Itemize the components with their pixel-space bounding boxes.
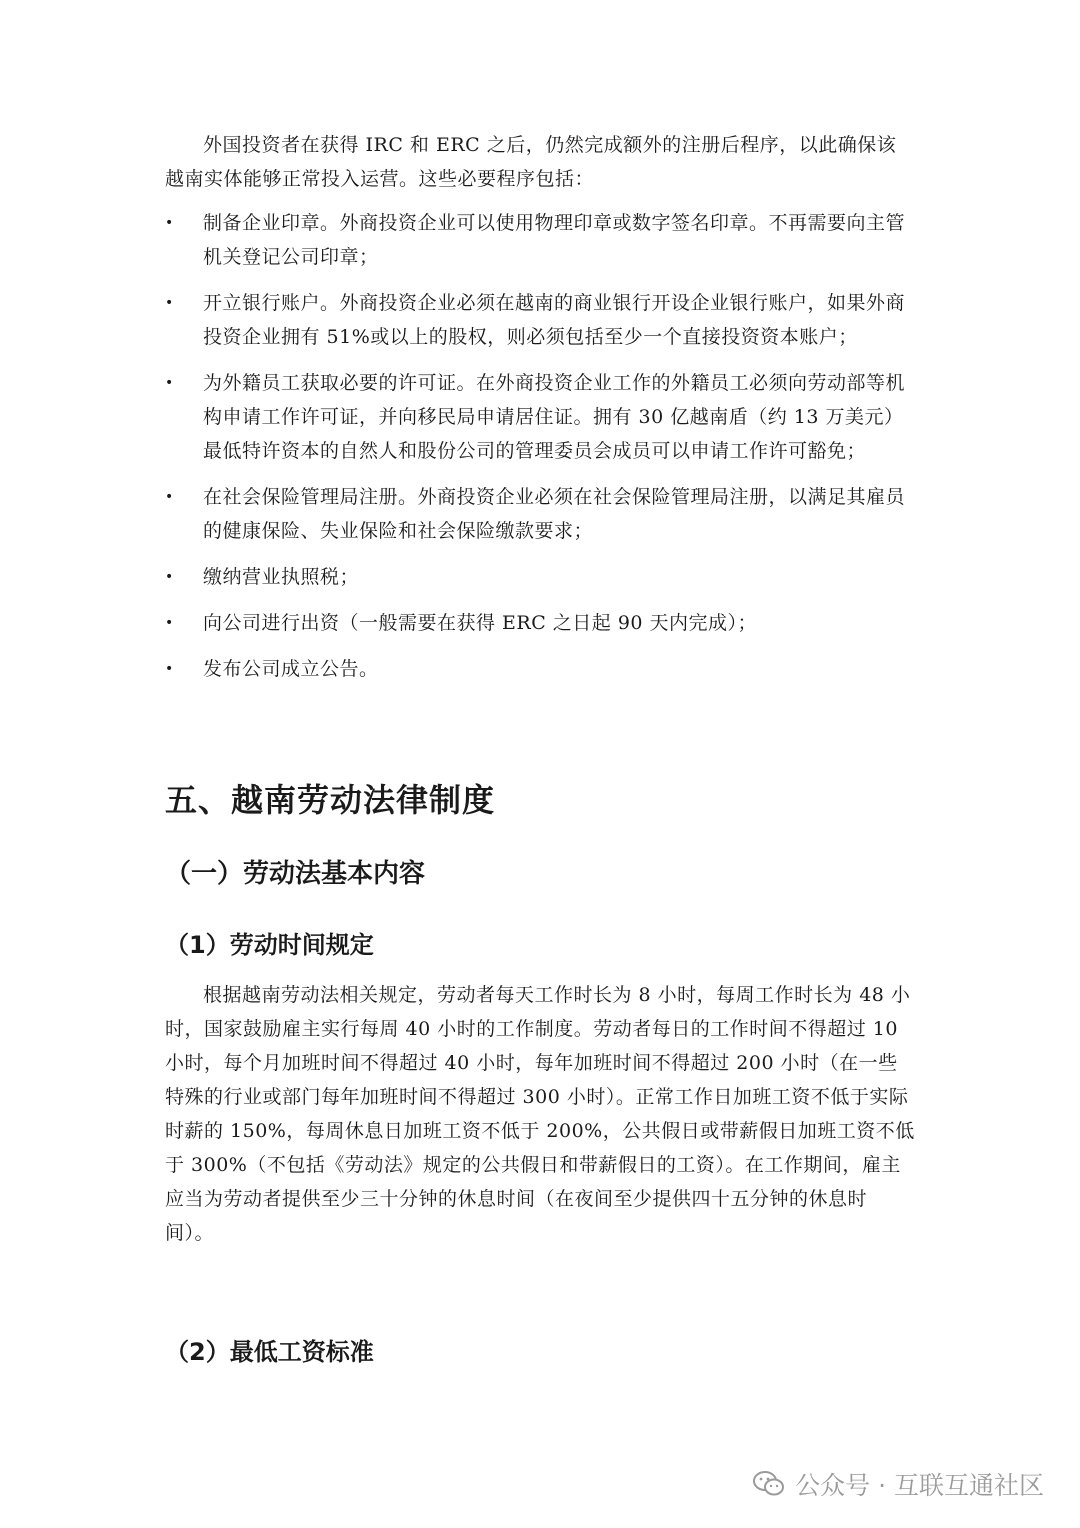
procedure-list [165,206,915,698]
list-item-text: 缴纳营业执照税； [203,566,360,588]
bullet-icon: • [165,295,174,311]
list-item [165,560,915,594]
section-title: 五、越南劳动法律制度 [165,781,496,819]
watermark-text: 公众号 · 互联互通社区 [795,1471,1044,1500]
bullet-icon: • [165,615,174,631]
bullet-icon: • [165,215,174,231]
list-item-text: 向公司进行出资（一般需要在获得 ERC 之日起 90 天内完成）； [203,612,758,634]
item1-title: （1）劳动时间规定 [165,931,374,959]
list-item-text: 开立银行账户。外商投资企业必须在越南的商业银行开设企业银行账户，如果外商投资企业拥有 51%或以上的股权，则必须包括至少一个直接投资资本账户； [203,292,906,348]
item1-paragraph: 根据越南劳动法相关规定，劳动者每天工作时长为 8 小时，每周工作时长为 48 小时，国家鼓励雇主实行每周 40 小时的工作制度。劳动者每日的工作时间不得超过 10 小时，每个月加班时间不得超过 40 小时，每年加班时间不得超过 200 小时（在一些特殊的行业或部门每年加班时间不得超过 300 小时）。正常工作日加班工资不低于实际时薪的 150%，每周休息日加班工资不低于 200%，公共假日或带薪假日加班工资不低于 300%（不包括《劳动法》规定的公共假日和带薪假日的工资）。在工作期间，雇主应当为劳动者提供至少三十分钟的休息时间（在夜间至少提供四十五分钟的休息时间）。 [165,984,915,1244]
list-item [165,606,915,640]
wechat-icon [753,1470,785,1498]
list-item-text: 制备企业印章。外商投资企业可以使用物理印章或数字签名印章。不再需要向主管机关登记公司印章； [203,212,906,268]
intro-paragraph: 外国投资者在获得 IRC 和 ERC 之后，仍然完成额外的注册后程序，以此确保该越南实体能够正常投入运营。这些必要程序包括： [165,134,897,190]
list-item-text: 为外籍员工获取必要的许可证。在外商投资企业工作的外籍员工必须向劳动部等机构申请工作许可证，并向移民局申请居住证。拥有 30 亿越南盾（约 13 万美元）最低特许资本的自然人和股份公司的管理委员会成员可以申请工作许可豁免； [203,372,906,462]
bullet-icon: • [165,489,174,505]
list-item [165,366,915,468]
list-item [165,286,915,354]
list-item-text: 发布公司成立公告。 [203,658,379,680]
bullet-icon: • [165,569,174,585]
wechat-watermark [753,1464,1044,1504]
item2-title: （2）最低工资标准 [165,1338,374,1366]
list-item [165,480,915,548]
subsection-title: （一）劳动法基本内容 [165,859,426,889]
list-item [165,206,915,274]
bullet-icon: • [165,375,174,391]
list-item [165,652,915,686]
bullet-icon: • [165,661,174,677]
list-item-text: 在社会保险管理局注册。外商投资企业必须在社会保险管理局注册，以满足其雇员的健康保险、失业保险和社会保险缴款要求； [203,486,906,542]
